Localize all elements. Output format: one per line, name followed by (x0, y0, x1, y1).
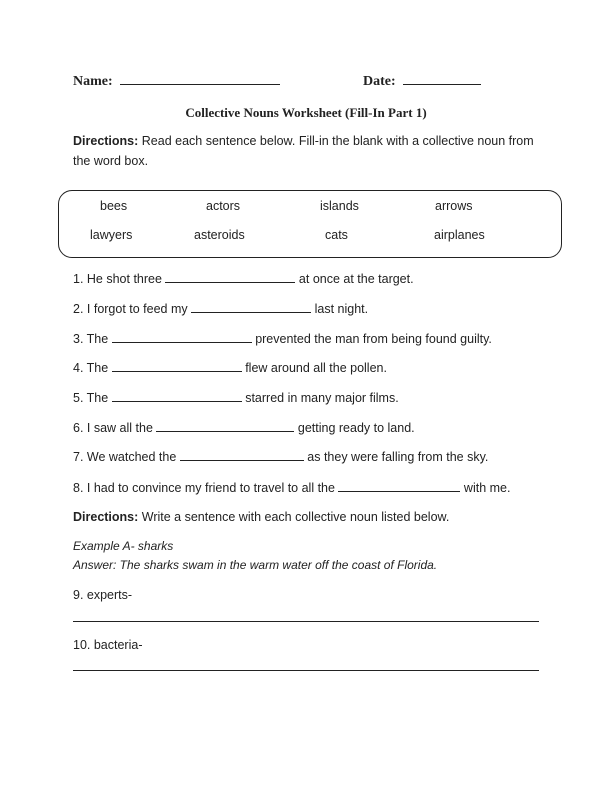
question-1 (73, 271, 414, 286)
word-bees: bees (100, 199, 128, 213)
word-islands: islands (320, 199, 359, 213)
question-3 (73, 331, 492, 346)
question-text: last night. (314, 302, 369, 316)
question-text: 4. The (73, 361, 109, 375)
question-text: getting ready to land. (297, 421, 415, 435)
word-lawyers: lawyers (90, 228, 133, 242)
question-text: 7. We watched the (73, 450, 177, 464)
question-5 (73, 390, 399, 405)
directions-text: Read each sentence below. Fill-in the blank with a collective noun from the word box. (73, 134, 534, 168)
date-field (363, 72, 481, 90)
answer-blank[interactable] (112, 360, 242, 372)
directions-label: Directions: (73, 134, 139, 148)
word-actors: actors (206, 199, 241, 213)
question-text: at once at the target. (298, 272, 414, 286)
answer-blank[interactable] (180, 449, 304, 461)
question-text: 1. He shot three (73, 272, 162, 286)
answer-blank[interactable] (191, 301, 311, 313)
question-text: 3. The (73, 332, 109, 346)
directions-fill-in (73, 131, 543, 171)
answer-blank[interactable] (156, 420, 294, 432)
answer-blank[interactable] (112, 390, 242, 402)
word-arrows: arrows (435, 199, 473, 213)
directions-text: Write a sentence with each collective noun listed below. (138, 510, 450, 524)
question-text: flew around all the pollen. (245, 361, 387, 375)
answer-blank[interactable] (112, 331, 252, 343)
writing-item-9-label: 9. experts- (73, 588, 133, 602)
directions-write-sentence (73, 507, 543, 527)
question-8 (73, 480, 510, 495)
writing-item-10-label: 10. bacteria- (73, 638, 143, 652)
question-2 (73, 301, 368, 316)
word-cats: cats (325, 228, 348, 242)
question-text: prevented the man from being found guilty. (255, 332, 492, 346)
question-4 (73, 360, 387, 375)
worksheet-title: Collective Nouns Worksheet (Fill-In Part 1) (185, 105, 427, 120)
name-field (73, 72, 280, 90)
writing-line-9[interactable] (73, 621, 539, 622)
date-label: Date: (363, 74, 396, 89)
name-blank[interactable] (120, 72, 280, 85)
answer-blank[interactable] (338, 480, 460, 492)
question-text: 8. I had to convince my friend to travel to all the (73, 481, 335, 495)
word-box (58, 190, 562, 258)
question-text: 6. I saw all the (73, 421, 153, 435)
question-7 (73, 449, 488, 464)
name-label: Name: (73, 74, 113, 89)
date-blank[interactable] (403, 72, 481, 85)
directions-label: Directions: (73, 510, 139, 524)
example-answer: Answer: The sharks swam in the warm water off the coast of Florida. (73, 558, 438, 572)
question-text: starred in many major films. (245, 391, 399, 405)
question-text: 2. I forgot to feed my (73, 302, 188, 316)
question-6 (73, 420, 415, 435)
answer-blank[interactable] (165, 271, 295, 283)
word-asteroids: asteroids (194, 228, 245, 242)
question-text: with me. (463, 481, 511, 495)
question-text: as they were falling from the sky. (307, 450, 489, 464)
writing-line-10[interactable] (73, 670, 539, 671)
example-label: Example A- sharks (73, 539, 174, 553)
question-text: 5. The (73, 391, 109, 405)
word-airplanes: airplanes (434, 228, 485, 242)
